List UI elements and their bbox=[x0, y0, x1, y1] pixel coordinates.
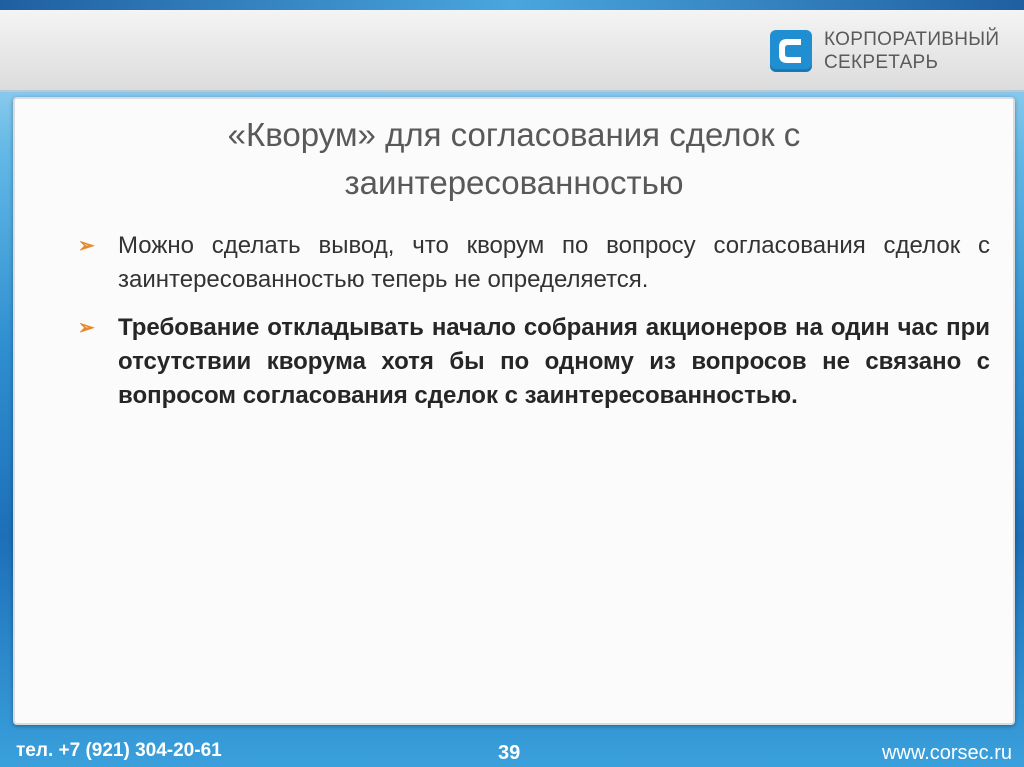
footer-website: www.corsec.ru bbox=[881, 742, 1012, 764]
bullet-text: Требование откладывать начало собрания акционеров на один час при отсутствии кворума хотя бы по одному из вопросов не связано с вопросом согласования сделок с заинтересованностью. bbox=[118, 314, 990, 409]
corsec-logo-icon bbox=[770, 30, 812, 72]
top-accent-bar bbox=[0, 0, 1024, 10]
slide-title-line1: «Кворум» для согласования сделок с bbox=[227, 116, 801, 153]
bullet-text: Можно сделать вывод, что кворум по вопросу согласования сделок с заинтересованностью теперь не определяется. bbox=[118, 232, 990, 293]
slide-title bbox=[75, 111, 953, 207]
arrow-bullet-icon: ➢ bbox=[78, 317, 95, 339]
slide-footer bbox=[0, 734, 1024, 767]
logo-text-line1: КОРПОРАТИВНЫЙ bbox=[824, 29, 1000, 50]
company-logo bbox=[770, 28, 999, 74]
footer-phone: тел. +7 (921) 304-20-61 bbox=[16, 740, 222, 761]
slide-header bbox=[0, 10, 1024, 92]
bullet-list bbox=[78, 229, 990, 427]
logo-text bbox=[824, 28, 999, 74]
slide-title-line2: заинтересованностью bbox=[344, 164, 684, 201]
content-panel bbox=[13, 97, 1015, 725]
bullet-item bbox=[78, 229, 990, 297]
page-number: 39 bbox=[498, 742, 521, 764]
arrow-bullet-icon: ➢ bbox=[78, 235, 95, 257]
bullet-item bbox=[78, 311, 990, 413]
logo-text-line2: СЕКРЕТАРЬ bbox=[824, 52, 939, 73]
